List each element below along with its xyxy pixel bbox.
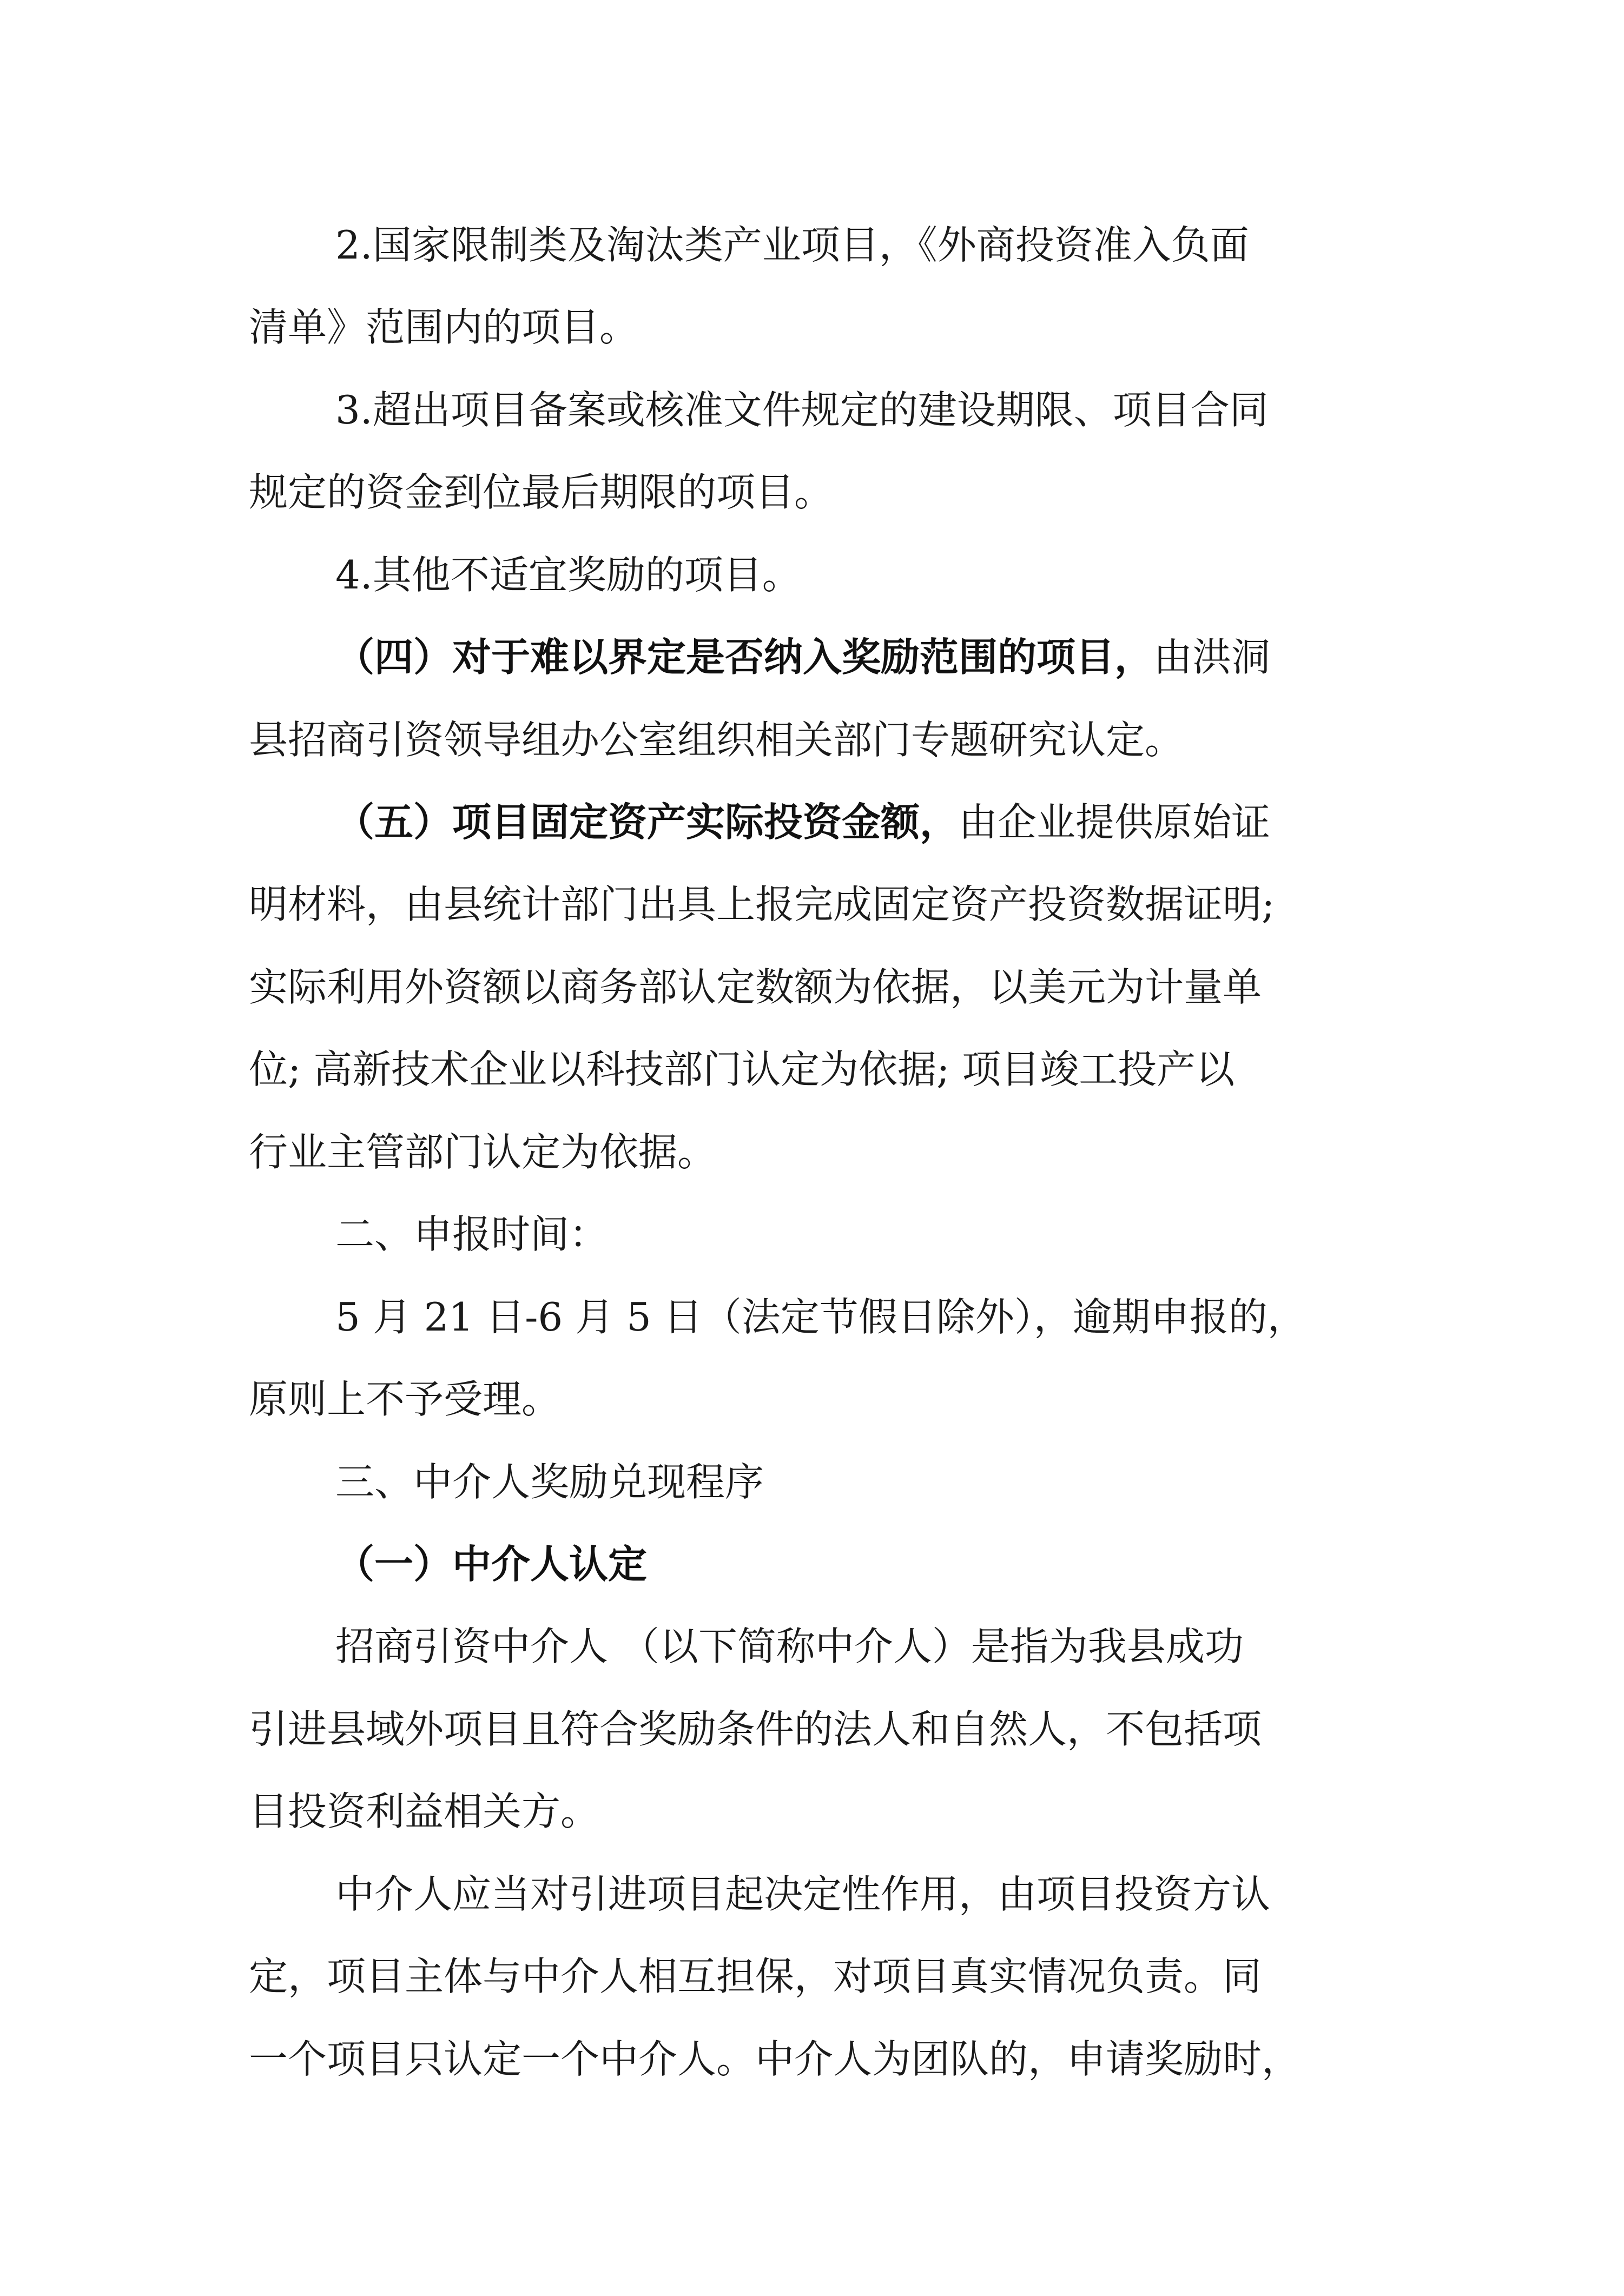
body-line: 目投资利益相关方。 — [249, 1789, 600, 1834]
subheading-intermediary-definition: （一）中介人认定 — [335, 1541, 648, 1587]
body-line: 行业主管部门认定为依据。 — [249, 1129, 717, 1175]
body-line: 明材料，由县统计部门出具上报完成固定资产投资数据证明; — [249, 882, 1275, 927]
body-line: 清单》范围内的项目。 — [249, 305, 639, 350]
section-five-bold: （五）项目固定资产实际投资金额， — [335, 799, 959, 845]
section-five-rest: 由企业提供原始证 — [959, 799, 1271, 845]
body-line: 3.超出项目备案或核准文件规定的建设期限、项目合同 — [335, 387, 1269, 433]
body-line: 规定的资金到位最后期限的项目。 — [249, 469, 834, 515]
section-four-bold: （四）对于难以界定是否纳入奖励范围的项目， — [335, 634, 1154, 680]
body-line: 原则上不予受理。 — [249, 1377, 561, 1422]
section-four-rest: 由洪洞 — [1153, 634, 1271, 680]
body-line: 招商引资中介人 （以下简称中介人）是指为我县成功 — [335, 1624, 1244, 1669]
heading-declaration-time: 二、申报时间： — [335, 1212, 609, 1257]
body-line: 县招商引资领导组办公室组织相关部门专题研究认定。 — [249, 717, 1184, 763]
section-four-line — [335, 630, 1270, 684]
section-five-line — [335, 795, 1270, 849]
body-line: 4.其他不适宜奖励的项目。 — [335, 552, 801, 598]
body-line: 5 月 21 日-6 月 5 日（法定节假日除外），逾期申报的， — [335, 1294, 1306, 1340]
body-line: 2.国家限制类及淘汰类产业项目，《外商投资准入负面 — [335, 222, 1249, 268]
body-line: 实际利用外资额以商务部认定数额为依据，以美元为计量单 — [249, 964, 1262, 1010]
body-line: 一个项目只认定一个中介人。中介人为团队的，申请奖励时， — [249, 2036, 1301, 2082]
body-line: 位; 高新技术企业以科技部门认定为依据; 项目竣工投产以 — [249, 1047, 1235, 1092]
heading-intermediary-reward: 三、中介人奖励兑现程序 — [335, 1459, 764, 1505]
body-line: 中介人应当对引进项目起决定性作用，由项目投资方认 — [335, 1871, 1271, 1917]
body-line: 引进县域外项目且符合奖励条件的法人和自然人，不包括项 — [249, 1706, 1262, 1752]
body-line: 定，项目主体与中介人相互担保，对项目真实情况负责。同 — [249, 1954, 1262, 1999]
